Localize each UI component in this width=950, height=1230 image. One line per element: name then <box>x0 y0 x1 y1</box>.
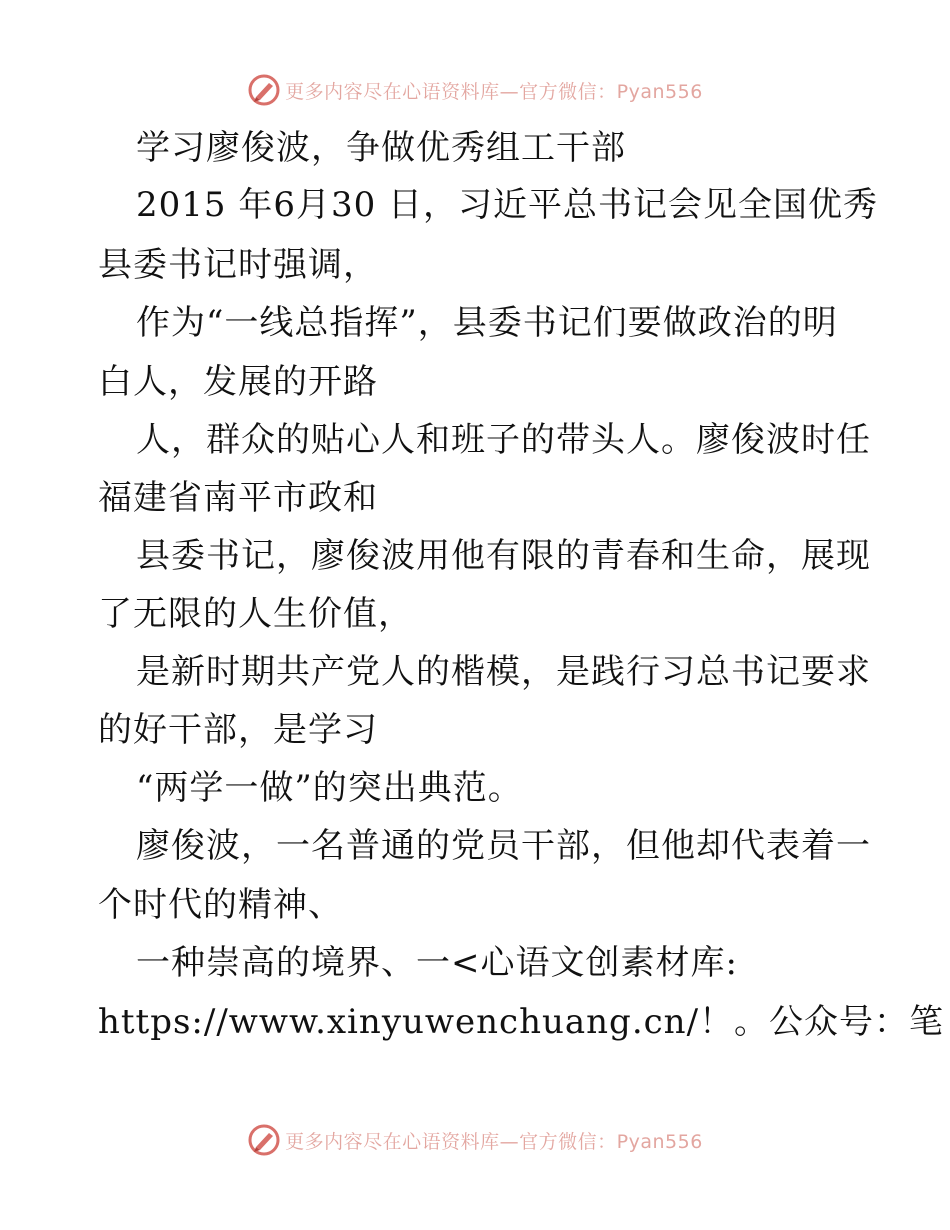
doc-line: 福建省南平市政和 <box>98 478 378 518</box>
watermark-text: 更多内容尽在心语资料库—官方微信：Pyan556 <box>285 80 703 103</box>
doc-line: 白人，发展的开路 <box>98 362 378 402</box>
pen-logo-icon <box>247 1123 281 1157</box>
doc-line: 廖俊波，一名普通的党员干部，但他却代表着一 <box>136 826 871 866</box>
doc-line: 了无限的人生价值， <box>98 594 413 634</box>
doc-line: 县委书记，廖俊波用他有限的青春和生命，展现 <box>136 536 871 576</box>
doc-line: 县委书记时强调， <box>98 245 378 285</box>
pen-logo-icon <box>247 73 281 107</box>
watermark-header <box>0 70 950 110</box>
doc-line: 一种崇高的境界、一<心语文创素材库: <box>136 943 738 983</box>
doc-line: 的好干部，是学习 <box>98 710 378 750</box>
watermark-footer <box>0 1120 950 1160</box>
doc-link-line: https://www.xinyuwenchuang.cn/！。公众号：笔 <box>98 1002 945 1042</box>
doc-line: 2015 年6月30 日，习近平总书记会见全国优秀 <box>136 185 879 225</box>
watermark-text: 更多内容尽在心语资料库—官方微信：Pyan556 <box>285 1130 703 1153</box>
doc-title: 学习廖俊波，争做优秀组工干部 <box>136 128 626 168</box>
doc-line: 个时代的精神、 <box>98 885 343 925</box>
doc-line: 人，群众的贴心人和班子的带头人。廖俊波时任 <box>136 420 871 460</box>
doc-line: “两学一做”的突出典范。 <box>136 768 523 808</box>
doc-line: 是新时期共产党人的楷模，是践行习总书记要求 <box>136 652 871 692</box>
doc-line: 作为“一线总指挥”，县委书记们要做政治的明 <box>136 303 838 343</box>
